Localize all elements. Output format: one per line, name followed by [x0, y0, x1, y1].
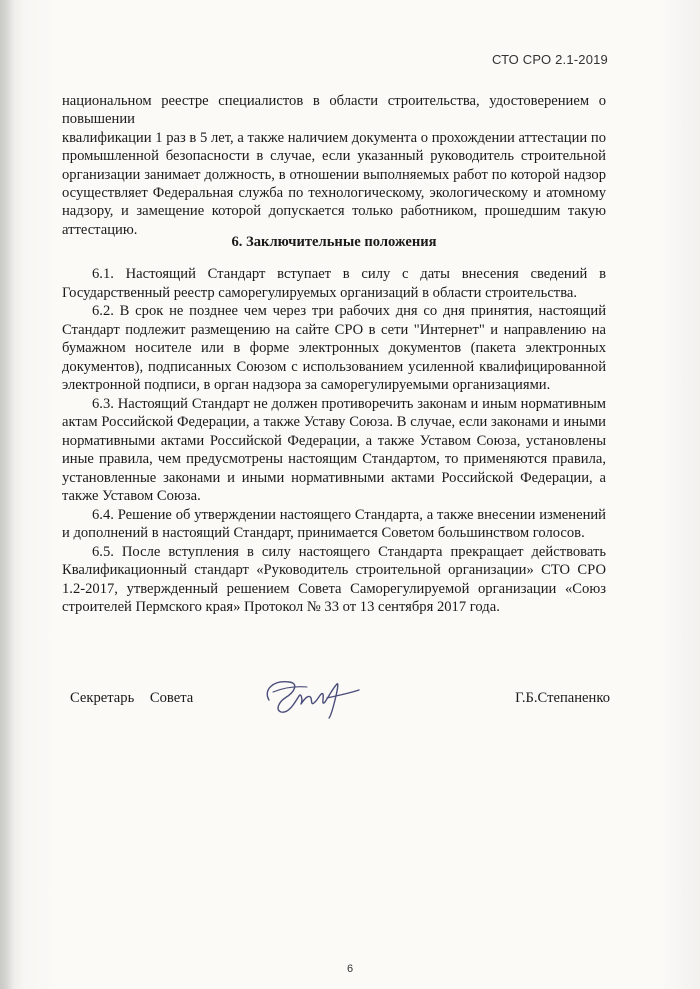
signatory-name: Г.Б.Степаненко — [515, 690, 610, 706]
paragraph-6-4: 6.4. Решение об утверждении настоящего Стандарта, а также внесении изменений и дополнений в настоящий Стандарт, принимается Советом большинством голосов. — [62, 506, 606, 541]
handwritten-signature — [255, 670, 375, 720]
intro-line: организации занимает должность, в отношении выполняемых работ по которой надзор — [62, 166, 606, 183]
paragraph-6-1: 6.1. Настоящий Стандарт вступает в силу с даты внесения сведений в Государственный реестр саморегулируемых организаций в области строительства. — [62, 266, 606, 301]
section-title: 6. Заключительные положения — [231, 234, 437, 250]
paragraph-6-2: 6.2. В срок не позднее чем через три рабочих дня со дня принятия, настоящий Стандарт подлежит размещению на сайте СРО в сети "Интернет" и направлению на бумажном носителе или в форме электронных документов (пакета электронных документов), подписанных Союзом с использованием усиленной квалифицированной электронной подписи, в орган надзора за саморегулируемыми организациями. — [62, 303, 606, 393]
intro-line: квалификации 1 раз в 5 лет, а также наличием документа о прохождении аттестации по — [62, 129, 606, 146]
paragraph-6-3: 6.3. Настоящий Стандарт не должен противоречить законам и иным нормативным актам Российской Федерации, а также Уставу Союза. В случае, если законами и иными нормативными актами Российской Федерации, а также Уставом Союза, установлены иные правила, чем предусмотрены настоящим Стандартом, то применяются правила, установленные законами и иными нормативными актами Российской Федерации, а также Уставом Союза. — [62, 395, 606, 504]
signatory-title: Секретарь Совета — [70, 690, 194, 706]
scan-fold-shadow — [0, 0, 14, 989]
intro-paragraph — [62, 92, 606, 239]
paragraph-6-5: 6.5. После вступления в силу настоящего Стандарта прекращает действовать Квалификационный стандарт «Руководитель строительной организации» СТО СРО 1.2-2017, утвержденный решением Совета Саморегулируемой организации «Союз строителей Пермского края» Протокол № 33 от 13 сентября 2017 года. — [62, 543, 606, 615]
document-code: СТО СРО 2.1-2019 — [491, 52, 608, 67]
intro-line: аттестацию. — [62, 221, 138, 238]
intro-line: национальном реестре специалистов в области строительства, удостоверением о повышении — [62, 93, 606, 128]
section-body — [62, 265, 606, 617]
intro-line: надзору, и замещение которой допускается только работником, прошедшим такую — [62, 203, 606, 220]
intro-line: промышленной безопасности в случае, если указанный руководитель строительной — [62, 148, 606, 165]
page-number: 6 — [346, 963, 354, 975]
intro-line: осуществляет Федеральная служба по технологическому, экологическому и атомному — [62, 185, 606, 202]
